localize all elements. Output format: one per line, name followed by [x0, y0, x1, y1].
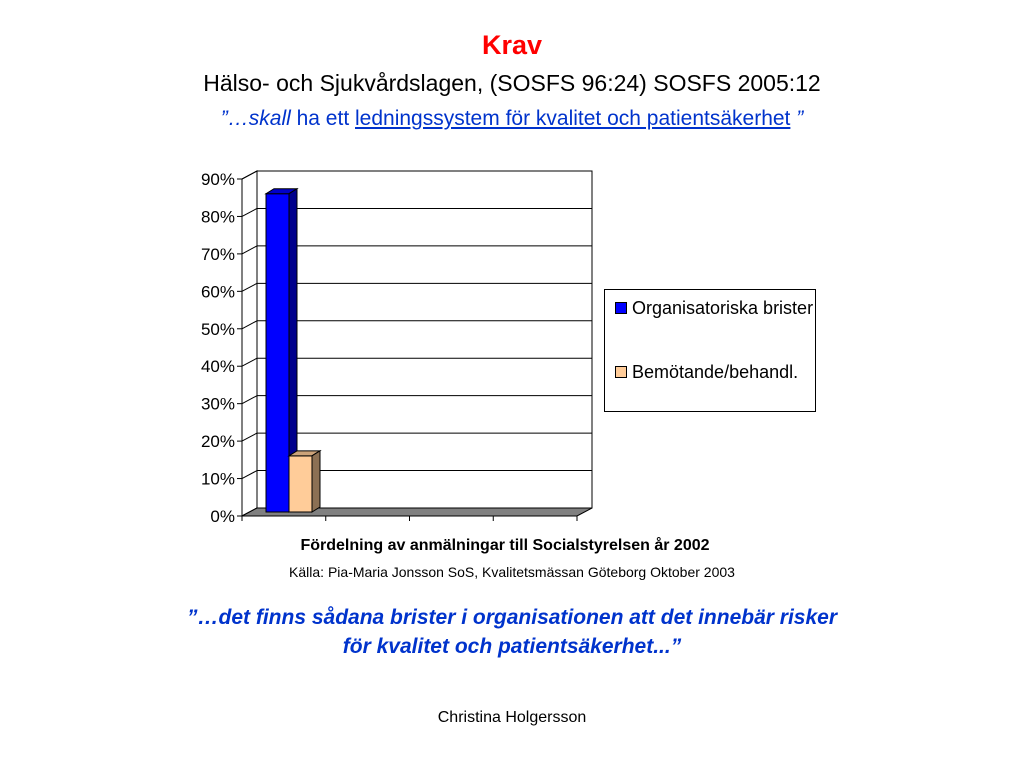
- gridline-depth: [242, 471, 257, 479]
- legend-label-bemotande: Bemötande/behandl.: [632, 362, 799, 382]
- slide-title: Krav: [481, 30, 543, 60]
- chart-caption: Fördelning av anmälningar till Socialstyrelsen år 2002: [300, 537, 710, 554]
- legend-label-organisatoriska: Organisatoriska brister: [632, 298, 814, 318]
- y-tick-label: 60%: [200, 282, 235, 302]
- y-tick-label: 40%: [200, 357, 235, 377]
- quote-end: ”: [790, 107, 804, 130]
- gridline-depth: [242, 283, 257, 291]
- quote-lead: ”…skall: [220, 107, 291, 130]
- gridline-depth: [242, 208, 257, 216]
- slide-subtitle: Hälso- och Sjukvårdslagen, (SOSFS 96:24) SOSFS 2005:12: [203, 70, 821, 96]
- gridline-depth: [242, 246, 257, 254]
- gridline-depth: [242, 396, 257, 404]
- y-tick-label: 30%: [200, 394, 235, 414]
- legend-swatch-peach: [615, 366, 627, 378]
- bottom-quote: [0, 603, 1024, 661]
- y-tick-labels: [201, 170, 235, 526]
- y-tick-label: 20%: [200, 432, 235, 452]
- bottom-quote-line-1: ”…det finns sådana brister i organisationen att det innebär risker: [187, 606, 837, 629]
- legend-swatch-blue: [615, 302, 627, 314]
- bar-front: [266, 194, 289, 512]
- y-tick-label: 50%: [200, 319, 235, 339]
- chart-left-wall: [242, 171, 257, 516]
- chart-source: Källa: Pia-Maria Jonsson SoS, Kvalitetsmässan Göteborg Oktober 2003: [289, 564, 735, 580]
- bottom-quote-line-2: för kvalitet och patientsäkerhet...”: [342, 635, 682, 658]
- chart-legend: [604, 289, 816, 412]
- bar-1: [289, 451, 320, 512]
- bar-side: [312, 451, 320, 512]
- y-tick-label: 0%: [210, 507, 235, 526]
- quote-mid: ha ett: [290, 107, 355, 130]
- quote-link[interactable]: ledningssystem för kvalitet och patientsäkerhet: [355, 107, 791, 130]
- gridline-depth: [242, 358, 257, 366]
- y-tick-label: 80%: [200, 207, 235, 227]
- gridline-depth: [242, 321, 257, 329]
- y-tick-label: 90%: [200, 170, 235, 189]
- bar-front: [289, 456, 312, 512]
- y-tick-label: 70%: [200, 244, 235, 264]
- gridline-depth: [242, 433, 257, 441]
- author-name: Christina Holgersson: [437, 709, 587, 726]
- y-tick-label: 10%: [200, 469, 235, 489]
